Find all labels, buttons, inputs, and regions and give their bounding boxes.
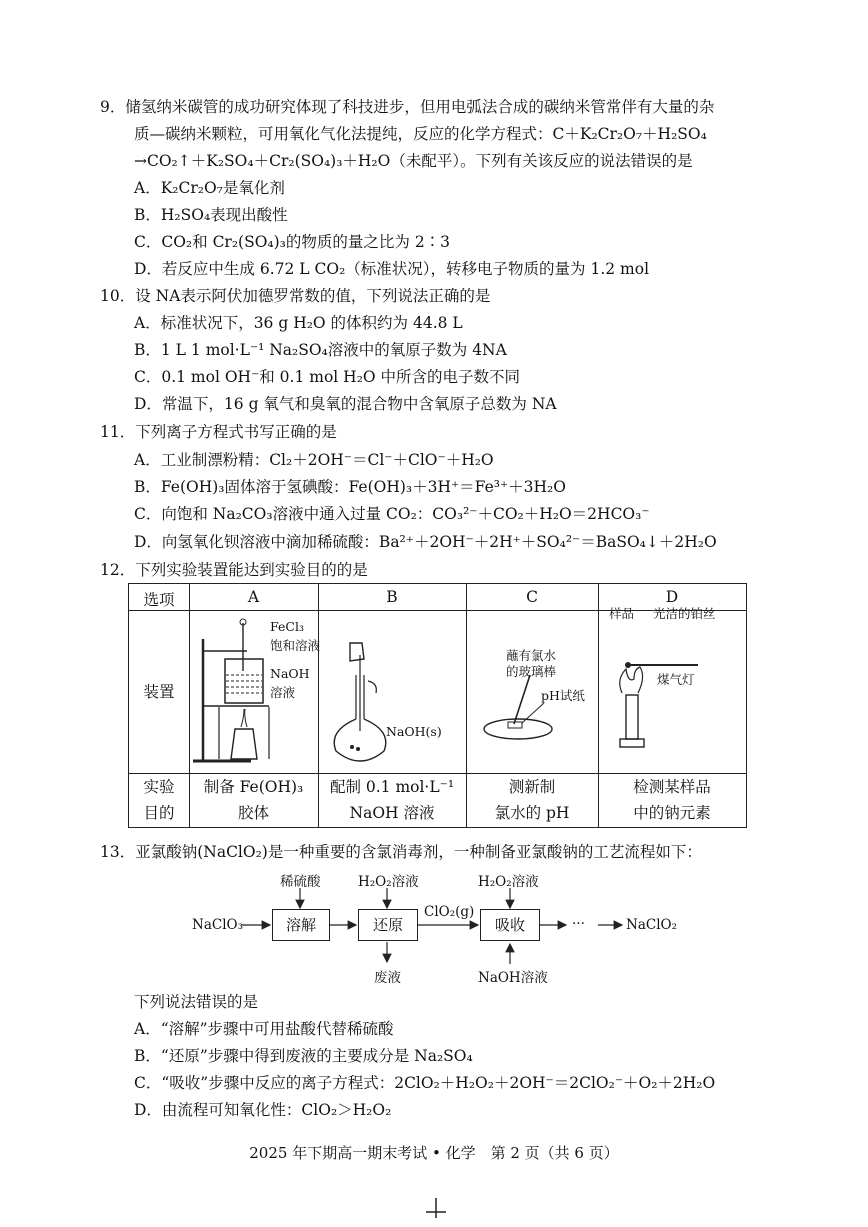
flow-reagent-dilute-h2so4: 稀硫酸: [280, 874, 321, 890]
q9-line3: →CO₂↑＋K₂SO₄＋Cr₂(SO₄)₃＋H₂O（未配平）。下列有关该反应的说法错误的是: [134, 152, 693, 170]
apparatus-c-rod-label-1: 蘸有氯水: [506, 648, 557, 663]
q13-option-a: A．“溶解”步骤中可用盐酸代替稀硫酸: [134, 1020, 394, 1038]
table-header-d: D: [665, 588, 679, 606]
flow-reagent-naoh: NaOH溶液: [478, 970, 548, 986]
q11-option-b: B．Fe(OH)₃固体溶于氢碘酸：Fe(OH)₃＋3H⁺＝Fe³⁺＋3H₂O: [134, 478, 566, 496]
apparatus-c-ph-paper: pH试纸: [541, 688, 585, 703]
q11-option-a: A．工业制漂粉精：Cl₂＋2OH⁻＝Cl⁻＋ClO⁻＋H₂O: [134, 451, 494, 469]
flow-clo2-gas: ClO₂(g): [424, 904, 475, 920]
apparatus-c-rod-label-2: 的玻璃棒: [506, 664, 557, 679]
q11-option-c: C．向饱和 Na₂CO₃溶液中通入过量 CO₂：CO₃²⁻＋CO₂＋H₂O＝2HCO₃⁻: [134, 505, 650, 523]
apparatus-b-diagram: [318, 611, 466, 773]
q9-line2: 质—碳纳米颗粒，可用氧化气化法提纯，反应的化学方程式：C＋K₂Cr₂O₇＋H₂SO₄: [134, 125, 707, 143]
apparatus-a-naoh: NaOH: [270, 666, 310, 681]
table-header-option: 选项: [143, 591, 175, 609]
q9-option-b: B．H₂SO₄表现出酸性: [134, 206, 288, 224]
q10-option-d: D．常温下，16 g 氧气和臭氧的混合物中含氧原子总数为 NA: [134, 395, 557, 413]
flow-output-naclo2: NaClO₂: [626, 917, 677, 933]
flow-reagent-h2o2-2: H₂O₂溶液: [478, 874, 539, 890]
apparatus-a-saturated: 饱和溶液: [270, 638, 321, 653]
purpose-c-1: 测新制: [508, 778, 556, 796]
purpose-c-2: 氯水的 pH: [494, 804, 570, 822]
q9-line1: 9．储氢纳米碳管的成功研究体现了科技进步，但用电弧法合成的碳纳米管常伴有大量的杂: [100, 98, 715, 116]
q9-option-c: C．CO₂和 Cr₂(SO₄)₃的物质的量之比为 2∶3: [134, 233, 451, 251]
apparatus-d-diagram: [598, 611, 746, 773]
apparatus-b-naoh-solid: NaOH(s): [386, 724, 442, 739]
purpose-a-2: 胶体: [237, 804, 269, 822]
row-label-purpose-2: 目的: [143, 804, 175, 822]
row-label-apparatus: 装置: [143, 683, 175, 701]
table-header-c: C: [526, 588, 538, 606]
q9-option-a: A．K₂Cr₂O₇是氧化剂: [134, 179, 285, 197]
flow-input-naclo3: NaClO₃: [192, 917, 243, 933]
q11-option-d: D．向氢氧化钡溶液中滴加稀硫酸：Ba²⁺＋2OH⁻＋2H⁺＋SO₄²⁻＝BaSO₄↓＋2H₂O: [134, 533, 717, 551]
q13-option-d: D．由流程可知氧化性：ClO₂＞H₂O₂: [134, 1101, 392, 1119]
apparatus-a-fecl3: FeCl₃: [270, 619, 304, 634]
apparatus-d-lamp: 煤气灯: [657, 672, 695, 687]
flow-box-reduce: 还原: [358, 909, 418, 941]
row-label-purpose-1: 实验: [143, 778, 175, 796]
purpose-b-2: NaOH 溶液: [349, 804, 435, 822]
table-header-b: B: [386, 588, 398, 606]
purpose-d-2: 中的钠元素: [633, 804, 711, 822]
q10-option-c: C．0.1 mol OH⁻和 0.1 mol H₂O 中所含的电子数不同: [134, 368, 521, 386]
q12-stem: 12．下列实验装置能达到实验目的的是: [100, 561, 368, 579]
flow-box-dissolve: 溶解: [272, 909, 330, 941]
q10-option-a: A．标准状况下，36 g H₂O 的体积约为 44.8 L: [134, 314, 463, 332]
q9-option-d: D．若反应中生成 6.72 L CO₂（标准状况），转移电子物质的量为 1.2 mol: [134, 260, 650, 278]
q12-table: [128, 583, 747, 828]
purpose-a-1: 制备 Fe(OH)₃: [203, 778, 304, 796]
q11-stem: 11．下列离子方程式书写正确的是: [100, 423, 337, 441]
flow-waste: 废液: [374, 970, 401, 986]
binding-mark: [426, 1198, 446, 1218]
purpose-d-1: 检测某样品: [633, 778, 711, 796]
table-header-a: A: [247, 588, 260, 606]
apparatus-a-solution: 溶液: [270, 685, 296, 700]
apparatus-d-sample: 样品: [609, 606, 635, 621]
q13-stem: 13．亚氯酸钠(NaClO₂)是一种重要的含氯消毒剂，一种制备亚氯酸钠的工艺流程如下：: [100, 843, 702, 861]
q13-sub: 下列说法错误的是: [134, 993, 259, 1011]
page-footer: 2025 年下期高一期末考试 • 化学 第 2 页（共 6 页）: [249, 1144, 619, 1162]
flow-box-absorb: 吸收: [480, 909, 540, 941]
purpose-b-1: 配制 0.1 mol·L⁻¹: [329, 778, 455, 796]
q10-stem: 10．设 NA表示阿伏加德罗常数的值，下列说法正确的是: [100, 287, 491, 305]
q13-option-c: C．“吸收”步骤中反应的离子方程式：2ClO₂＋H₂O₂＋2OH⁻＝2ClO₂⁻＋O₂＋2H₂O: [134, 1074, 716, 1092]
apparatus-d-wire: 光洁的铂丝: [653, 606, 716, 621]
q10-option-b: B．1 L 1 mol·L⁻¹ Na₂SO₄溶液中的氧原子数为 4NA: [134, 341, 507, 359]
process-flowchart: [180, 866, 700, 984]
flow-ellipsis: ···: [572, 916, 585, 932]
q13-option-b: B．“还原”步骤中得到废液的主要成分是 Na₂SO₄: [134, 1047, 473, 1065]
flow-reagent-h2o2-1: H₂O₂溶液: [358, 874, 419, 890]
